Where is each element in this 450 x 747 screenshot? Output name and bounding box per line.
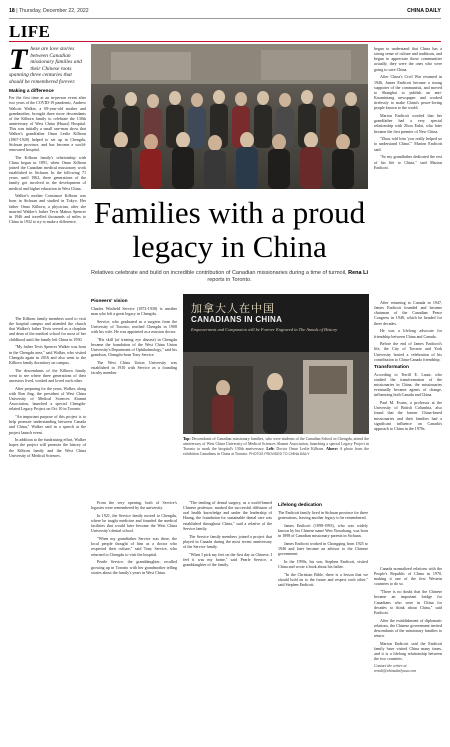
exhibition-sign-subtitle: Empowerment and Compassion will be Forever Engraved in The Annals of History <box>191 327 338 332</box>
body-paragraph: The Kilborn family members used to visit the hospital campus and attended the church that Walker's father Tevis served as a chaplain and dean of the medical school for most of her childhood until the family left China in 1950. <box>9 316 86 342</box>
body-paragraph: The Kilborn family's relationship with China began in 1891, when Omar Kilborn joined the Canadian medical missionary work established in Sichuan. In the following 71 years, until 1962, three generations of the family got involved in the development of medical and higher education in West China. <box>9 154 86 191</box>
column-5 <box>183 500 272 570</box>
body-paragraph: "When my grandfather Service was there, the local people thought of him as a doctor who respected their culture," said Tony Service, who returned to Chengdu to visit the hospital. <box>91 536 177 557</box>
contact-writer <box>374 664 442 674</box>
subhead-pioneers-vision: Pioneers' vision <box>91 299 128 304</box>
body-paragraph: Pearle Service, the granddaughter, recalled growing up in Toronto with her grandmother telling stories about the family's years in West China. <box>91 559 177 575</box>
body-paragraph: In 1921, the Service family moved to Chengdu, where he taught medicine and founded the medical facilities that would later become the West China University's dental school. <box>91 512 177 534</box>
photo-caption <box>183 437 369 457</box>
column-6 <box>278 500 368 590</box>
contact-label: Contact the writer at <box>374 664 407 669</box>
column-7 <box>374 46 442 172</box>
body-paragraph: In addition to the fundraising effort, Walker hopes the project will promote the history of the Kilborn family and the West China University of Medical Sciences. <box>9 437 86 458</box>
body-paragraph: "My father Tevis Spencer Walker was born in the Chengdu area," said Walker, who visited Chengdu again in 2016 and also went to the Kilborn family dormitory on campus. <box>9 344 86 365</box>
body-paragraph: Canada normalized relations with the People's Republic of China in 1970, making it one of the first Western countries to do so. <box>374 566 442 587</box>
byline-suffix: reports in Toronto. <box>207 276 252 283</box>
page-number: 18 <box>9 8 15 14</box>
caption-top-text: Descendants of Canadian missionary families, who were students of the Canadian School in Chengdu, attend the anniversary of West China University of Medical Sciences Alumni Association, launching a special Legacy Project in Toronto to mark the hospital's 130th anniversary. <box>183 437 369 451</box>
caption-left-label: Left: <box>266 446 275 451</box>
column-1 <box>9 43 86 227</box>
caption-above-text: A photo from the exhibition Canadians in China at Toronto. <box>183 446 369 456</box>
body-paragraph: "When I pick my feet on the first day as Chinese, I feel it was my home," said Pearle Service, a granddaughter of the family. <box>183 551 272 567</box>
caption-above-label: Above: <box>326 446 338 451</box>
lead-paragraph <box>9 43 86 86</box>
body-paragraph: Walker's mother Constance Kilborn was born in Sichuan and studied in Tokyo. Her father Omar Kilborn, a physician, after she married Walker's father Tevis Mahon Spencer in 1946 and travelled thousands of miles to China in 1932 to try to make a difference. <box>9 193 86 225</box>
column-3 <box>91 296 177 378</box>
body-paragraph: "There is no doubt that the Chinese became an important bridge for Canadians who were in China for decades to think about China," said Endicott. <box>374 589 442 615</box>
body-paragraph: The West China Union University was established in 1910 with Service as a founding faculty member. <box>91 359 177 376</box>
body-paragraph: "Zhou told him 'you really helped us to understand China'," Marion Endicott said. <box>374 136 442 152</box>
body-paragraph: He was a lifelong advocate for friendship between China and Canada. <box>374 328 442 339</box>
body-paragraph: According to Terrill E. Lautz, who studied the transformation of the missionaries in China, the missionaries eventually became agents of change, influencing both Canada and China. <box>374 371 442 398</box>
body-paragraph: "So my grandfather dedicated the rest of his life to China," said Marion Endicott. <box>374 154 442 170</box>
body-paragraph: After preparing for the years, Walker, along with Ran Jing, the president of West China University of Medical Sciences Alumni Association, launched a special Chengdu-related Legacy Project on Oct 10 in Toronto. <box>9 385 86 412</box>
body-paragraph: After returning to Canada in 1947, James Endicott founded and became chairman of the Canadian Peace Congress in 1948, which he headed for three decades. <box>374 300 442 326</box>
exhibition-sign-english: CANADIANS IN CHINA <box>191 315 283 324</box>
body-paragraph: The descendants of the Kilborn family went to see where three generations of their ancestors lived, worked and loved each other. <box>9 367 86 383</box>
body-paragraph: "The tending of dental surgery, as a world-famed Chinese professor, marked the successful diffusion of oral health knowledge and under the leadership of Huang, the foundation for sustainable dental care was established throughout China," said a relative of the Service family. <box>183 500 272 531</box>
caption-top-label: Top: <box>183 437 191 441</box>
column-8 <box>374 300 442 434</box>
body-paragraph: Marion Endicott said the Endicott family have visited China many times, and it is a lifelong relationship between the two countries. <box>374 640 442 662</box>
body-paragraph: began to understand that China has a strong sense of culture and traditions, and began to appreciate those communities actually, they were the ones who were going to save China. <box>374 46 442 72</box>
body-paragraph: After China's Civil War resumed in 1946, James Endicott became a strong supporter of the communists, and moved to Shanghai to publish an anti-Kuomintang newspaper and worked tirelessly to make China's peace-loving people known to the world. <box>374 74 442 111</box>
body-paragraph: Marion Endicott worded that her grandfather had a very special relationship with Zhou Enlai, who later became the first premier of New China. <box>374 113 442 134</box>
anniversary-group-photo <box>91 44 368 189</box>
subhead-transformation: Transformation <box>374 364 409 370</box>
exhibition-sign-chinese: 加拿大人在中国 <box>191 302 275 315</box>
header-divider <box>9 18 441 19</box>
caption-left-text: Doctor Omar Leslie Kilborn. <box>274 446 325 451</box>
publication-name: CHINA DAILY <box>407 8 441 14</box>
body-paragraph: Service, who graduated as a surgeon from the University of Toronto, reached Chengdu in 1908 with his wife. He was appointed as a mission doctor. <box>91 318 177 334</box>
deck <box>91 270 368 284</box>
column-9 <box>374 566 442 674</box>
contact-email[interactable]: renali@chinadailyusa.com <box>374 668 417 673</box>
body-paragraph: James Endicott worked in Chongqing from 1925 to 1946 and later became an advisor to the Chinese government. <box>278 540 368 557</box>
body-paragraph: James Endicott (1898-1993), who was widely known by his Chinese name Wen Yiouzhang, was born in 1898 of Canadian missionary parents in Sichuan. <box>278 522 368 538</box>
body-paragraph: Before the end of James Endicott's life, the City of Toronto and York University hosted a celebration of his contribution to China-Canada friendship. <box>374 341 442 362</box>
section-divider <box>9 41 441 42</box>
body-paragraph: For the first time at an in-person event after two years of the COVID-19 pandemic, Andrew Walcott Walker, a 69-year-old mother and grandmother, brought three more descendants of the Kilborn family to celebrate the 130th anniversary of West China (Huaxi) Hospital. This was initially a small one-man show that Walker's grandfather Omar Leslie Kilborn (1867-1920) helped to set up in Chengdu, Sichuan province, and has become a world-renowned hospital. <box>9 95 86 152</box>
byline: Rena Li <box>348 270 368 276</box>
body-paragraph: "In the Christian Bible, there is a lesson that we should hold on to the future and respect each other," said Stephen Endicott. <box>278 571 368 587</box>
issue-date: Thursday, December 22, 2022 <box>18 8 89 14</box>
body-paragraph: The Endicott family lived in Sichuan province for three generations, leaving another legacy to be remembered. <box>278 509 368 520</box>
exhibition-photo <box>183 294 369 434</box>
body-paragraph: After the establishment of diplomatic relations, the Chinese government invited descendants of the missionary families to return. <box>374 617 442 639</box>
body-paragraph: In the 1990s, his son, Stephen Endicott, visited China and wrote a book about his father. <box>278 558 368 569</box>
column-4 <box>91 500 177 577</box>
subhead-making-difference: Making a difference <box>9 88 54 94</box>
section-title: LIFE <box>9 22 51 41</box>
body-paragraph: The Service family members joined a project that played in Canada during the most recent anniversary of the Service family. <box>183 533 272 549</box>
column-2 <box>9 316 86 460</box>
deck-text: Relatives celebrate and build on incredible contribution of Canadian missionaries during a time of turmoil, <box>91 270 347 276</box>
lead-text: hese are love stories between Canadian missionary families and their Chinese roots spanning three centuries that should be remembered forever. <box>9 46 82 85</box>
header-separator: | <box>14 8 19 14</box>
photo-credit: PHOTOS PROVIDED TO CHINA DAILY <box>249 451 310 456</box>
drop-cap: T <box>9 43 28 76</box>
body-paragraph: Charles Winfield Service (1872-1930) is another man who left a great legacy in Chengdu. <box>91 305 177 316</box>
body-paragraph: Paul M. Evans, a professor at the University of British Columbia, also found that the former China-based missionaries and their families had a significant influence on Canada's approach to China in the 1970s. <box>374 400 442 431</box>
body-paragraph: "An important purpose of this project is to help promote understanding between Canada and China," Walker said in a speech at the project launch event. <box>9 414 86 435</box>
page-header-left <box>9 8 89 14</box>
body-paragraph: From the very opening, both of Service's legacies were remembered by the university. <box>91 500 177 511</box>
body-paragraph: "His skill (of treating eye disease) in Chengdu became the foundation of the West China Union University's Department of Ophthalmology," said his grandson, Chengdu-born Tony Service. <box>91 336 177 358</box>
headline: Families with a proud legacy in China <box>93 195 366 264</box>
subhead-lifelong-dedication: Lifelong dedication <box>278 503 322 508</box>
